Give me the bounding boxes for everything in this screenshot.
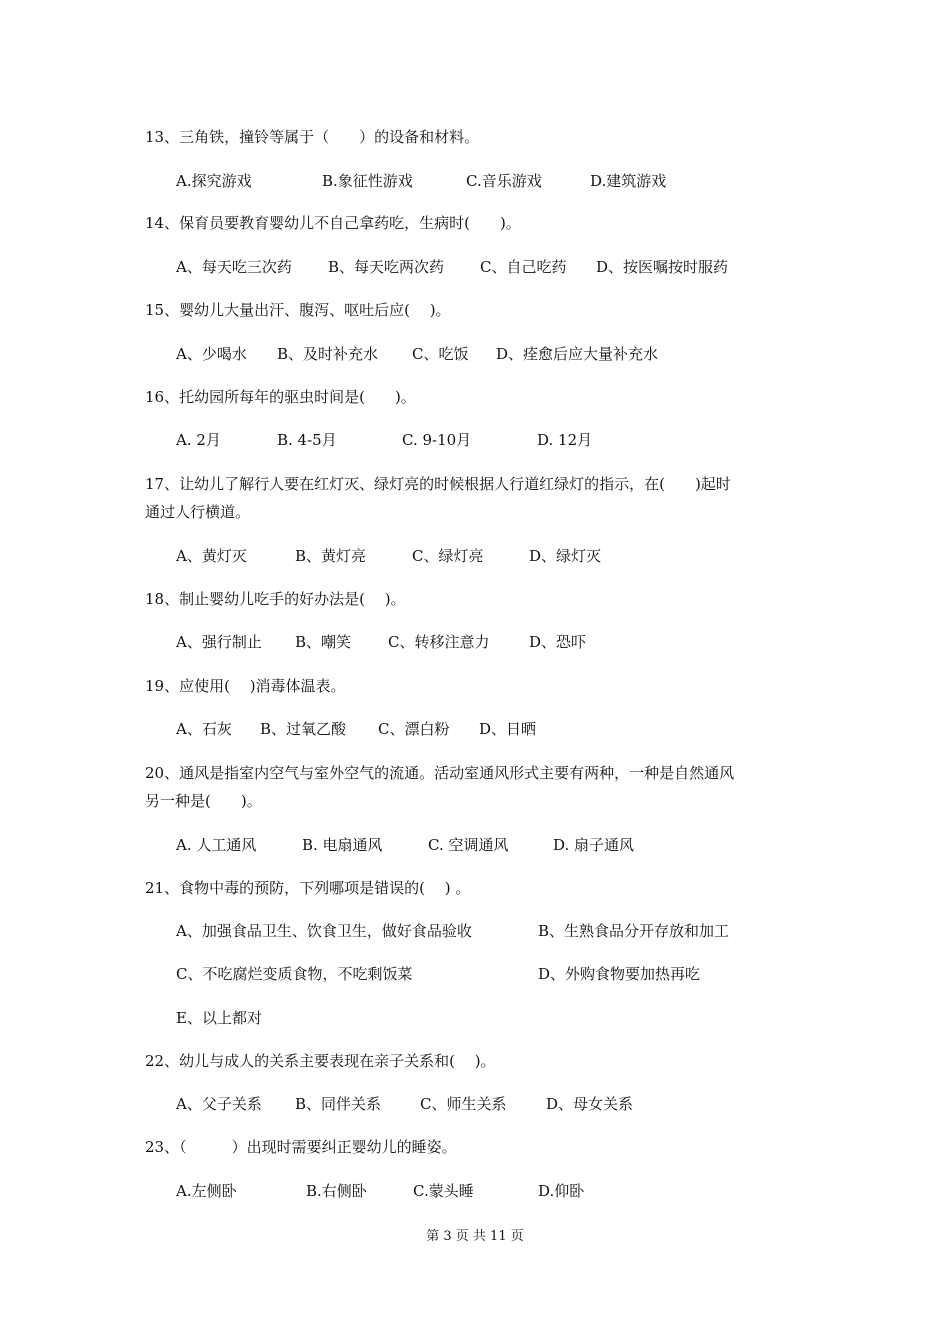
q15-option-a: A、少喝水 xyxy=(176,345,247,363)
q15-option-b: B、及时补充水 xyxy=(277,345,379,363)
q21-option-b: B、生熟食品分开存放和加工 xyxy=(538,922,730,940)
q23-option-a: A.左侧卧 xyxy=(176,1182,237,1200)
q23-option-d: D.仰卧 xyxy=(538,1182,585,1200)
q17-option-d: D、绿灯灭 xyxy=(529,547,602,565)
question-14: 14、保育员要教育婴幼儿不自己拿药吃，生病时( )。 xyxy=(145,214,521,232)
q14-option-b: B、每天吃两次药 xyxy=(328,258,445,276)
q19-option-c: C、漂白粉 xyxy=(378,720,450,738)
question-15: 15、婴幼儿大量出汗、腹泻、呕吐后应( )。 xyxy=(145,301,451,319)
q15-option-c: C、吃饭 xyxy=(412,345,469,363)
q23-option-b: B.右侧卧 xyxy=(306,1182,367,1200)
q16-option-c: C. 9-10月 xyxy=(402,431,472,449)
question-20-line-1: 20、通风是指室内空气与室外空气的流通。活动室通风形式主要有两种，一种是自然通风 xyxy=(145,764,735,782)
q14-option-c: C、自己吃药 xyxy=(480,258,567,276)
q14-option-a: A、每天吃三次药 xyxy=(176,258,292,276)
q17-option-b: B、黄灯亮 xyxy=(295,547,367,565)
question-17-line-2: 通过人行横道。 xyxy=(145,503,251,521)
q19-option-b: B、过氧乙酸 xyxy=(260,720,347,738)
q17-option-a: A、黄灯灭 xyxy=(176,547,247,565)
q18-option-c: C、转移注意力 xyxy=(388,633,490,651)
q13-option-c: C.音乐游戏 xyxy=(466,172,542,190)
q18-option-d: D、恐吓 xyxy=(529,633,587,651)
q18-option-a: A、强行制止 xyxy=(176,633,262,651)
q15-option-d: D、痊愈后应大量补充水 xyxy=(496,345,659,363)
q18-option-b: B、嘲笑 xyxy=(295,633,352,651)
q21-option-c: C、不吃腐烂变质食物，不吃剩饭菜 xyxy=(176,965,413,983)
q19-option-d: D、日晒 xyxy=(479,720,537,738)
q22-option-d: D、母女关系 xyxy=(546,1095,634,1113)
q20-option-c: C. 空调通风 xyxy=(428,836,509,854)
question-21: 21、食物中毒的预防，下列哪项是错误的( ) 。 xyxy=(145,879,471,897)
q16-option-b: B. 4-5月 xyxy=(277,431,337,449)
question-17-line-1: 17、让幼儿了解行人要在红灯灭、绿灯亮的时候根据人行道红绿灯的指示，在( )起时 xyxy=(145,475,731,493)
q23-option-c: C.蒙头睡 xyxy=(413,1182,474,1200)
q19-option-a: A、石灰 xyxy=(176,720,232,738)
q13-option-d: D.建筑游戏 xyxy=(590,172,667,190)
q14-option-d: D、按医嘱按时服药 xyxy=(596,258,729,276)
question-16: 16、托幼园所每年的驱虫时间是( )。 xyxy=(145,388,416,406)
q13-option-b: B.象征性游戏 xyxy=(322,172,413,190)
q13-option-a: A.探究游戏 xyxy=(176,172,252,190)
q21-option-a: A、加强食品卫生、饮食卫生，做好食品验收 xyxy=(176,922,472,940)
question-23: 23、（ ）出现时需要纠正婴幼儿的睡姿。 xyxy=(145,1138,457,1156)
q22-option-a: A、父子关系 xyxy=(176,1095,262,1113)
q21-option-d: D、外购食物要加热再吃 xyxy=(538,965,701,983)
page-number-footer: 第 3 页 共 11 页 xyxy=(426,1229,524,1244)
question-22: 22、幼儿与成人的关系主要表现在亲子关系和( )。 xyxy=(145,1052,496,1070)
q20-option-b: B. 电扇通风 xyxy=(302,836,383,854)
question-20-line-2: 另一种是( )。 xyxy=(145,792,262,810)
q20-option-d: D. 扇子通风 xyxy=(553,836,635,854)
question-18: 18、制止婴幼儿吃手的好办法是( )。 xyxy=(145,590,406,608)
q16-option-a: A. 2月 xyxy=(176,431,221,449)
q21-option-e: E、以上都对 xyxy=(176,1009,262,1027)
question-19: 19、应使用( )消毒体温表。 xyxy=(145,677,346,695)
q16-option-d: D. 12月 xyxy=(537,431,593,449)
q20-option-a: A. 人工通风 xyxy=(176,836,257,854)
q17-option-c: C、绿灯亮 xyxy=(412,547,484,565)
question-13: 13、三角铁，撞铃等属于（ ）的设备和材料。 xyxy=(145,128,480,146)
q22-option-b: B、同伴关系 xyxy=(295,1095,382,1113)
q22-option-c: C、师生关系 xyxy=(420,1095,507,1113)
